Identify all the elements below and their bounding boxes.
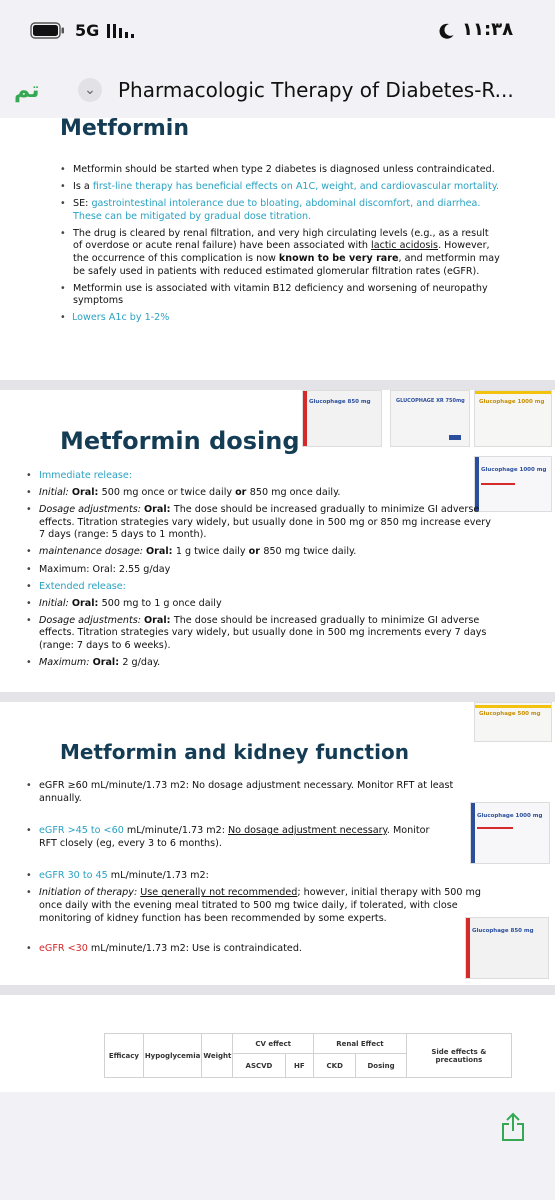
header-dosing: Dosing — [356, 1054, 406, 1078]
slide-drug-comparison-table — [0, 995, 555, 1092]
list-item: • eGFR >45 to <60 mL/minute/1.73 m2: No dosage adjustment necessary. Monitor RFT closely (eg, every 3 to 6 months). — [26, 825, 439, 850]
product-image: Glucophage 1000 mg — [470, 802, 550, 864]
list-item: • Dosage adjustments: Oral: The dose should be increased gradually to minimize GI adverse effects. Titration strategies vary widely, but usually done in 500 mg or 850 mg increase every 7 days (range: 5 days to 1 month). — [26, 504, 496, 542]
slide-kidney-function — [0, 702, 555, 985]
status-bar — [0, 0, 555, 62]
list-item: • Lowers A1c by 1-2% — [60, 312, 500, 325]
battery-icon — [30, 22, 66, 39]
page-separator — [0, 692, 555, 702]
header-renal-effect: Renal Effect — [314, 1034, 407, 1054]
product-image: Glucophage 1000 mg — [474, 456, 552, 512]
product-image: Glucophage 500 mg — [474, 702, 552, 742]
done-button[interactable]: تم — [14, 78, 40, 103]
list-item: • eGFR <30 mL/minute/1.73 m2: Use is contraindicated. — [26, 943, 496, 956]
slide-title: Metformin — [60, 118, 189, 141]
bullet-list — [60, 164, 500, 330]
page-separator — [0, 380, 555, 390]
document-toolbar — [0, 62, 555, 118]
list-item: • SE: gastrointestinal intolerance due to bloating, abdominal discomfort, and diarrhea. These can be mitigated by gradual dose titration. — [60, 198, 500, 223]
list-item: • The drug is cleared by renal filtration, and very high circulating levels (e.g., as a result of overdose or acute renal failure) have been associated with lactic acidosis. However, the occurrence of this complication is now known to be very rare, and metformin may be safely used in patients with reduced estimated glomerular filtration rates (eGFR). — [60, 228, 500, 278]
header-ascvd: ASCVD — [233, 1054, 285, 1078]
share-icon[interactable] — [500, 1112, 526, 1142]
header-efficacy: Efficacy — [105, 1034, 144, 1078]
slide-metformin-dosing — [0, 390, 555, 692]
header-hf: HF — [285, 1054, 314, 1078]
document-title: Pharmacologic Therapy of Diabetes-R... — [118, 78, 514, 102]
chevron-down-icon[interactable]: ⌄ — [78, 78, 102, 102]
moon-icon — [437, 22, 455, 40]
list-item: • Initial: Oral: 500 mg once or twice daily or 850 mg once daily. — [26, 487, 496, 500]
list-item: • Extended release: — [26, 581, 496, 594]
slide-metformin — [0, 118, 555, 380]
signal-icon — [106, 22, 136, 40]
network-label: 5G — [75, 21, 100, 40]
comparison-table — [104, 1033, 512, 1078]
product-image: Glucophage 1000 mg — [474, 390, 552, 447]
list-item: • Metformin should be started when type 2 diabetes is diagnosed unless contraindicated. — [60, 164, 500, 177]
header-ckd: CKD — [314, 1054, 356, 1078]
header-cv-effect: CV effect — [233, 1034, 314, 1054]
header-side-effects: Side effects & precautions — [406, 1034, 511, 1078]
list-item: • Initial: Oral: 500 mg to 1 g once daily — [26, 598, 496, 611]
header-weight: Weight — [202, 1034, 233, 1078]
bullet-list — [26, 780, 496, 960]
list-item: • eGFR 30 to 45 mL/minute/1.73 m2: — [26, 870, 496, 883]
product-image: Glucophage 850 mg — [465, 917, 549, 979]
slide-title: Metformin and kidney function — [60, 740, 409, 764]
list-item: • Immediate release: — [26, 470, 496, 483]
list-item: • Maximum: Oral: 2.55 g/day — [26, 564, 496, 577]
list-item: • Initiation of therapy: Use generally not recommended; however, initial therapy with 500 mg once daily with the evening meal titrated to 500 mg twice daily, if tolerated, with close monitoring of kidney function has been recommended by some experts. — [26, 887, 496, 925]
header-hypoglycemia: Hypoglycemia — [143, 1034, 202, 1078]
list-item: • Metformin use is associated with vitamin B12 deficiency and worsening of neuropathy symptoms — [60, 283, 500, 308]
list-item: • Maximum: Oral: 2 g/day. — [26, 657, 496, 670]
slide-title: Metformin dosing — [60, 427, 300, 455]
list-item: • Dosage adjustments: Oral: The dose should be increased gradually to minimize GI adverse effects. Titration strategies vary widely, but usually done in 500 mg increments every 7 days (range: 7 days to 6 weeks). — [26, 615, 496, 653]
bottom-toolbar — [0, 1092, 555, 1200]
list-item: • maintenance dosage: Oral: 1 g twice daily or 850 mg twice daily. — [26, 546, 496, 559]
bullet-list — [26, 470, 496, 674]
list-item: • eGFR ≥60 mL/minute/1.73 m2: No dosage adjustment necessary. Monitor RFT at least annually. — [26, 780, 496, 805]
product-image: Glucophage 850 mg — [302, 390, 382, 447]
page-separator — [0, 985, 555, 995]
list-item: • Is a first-line therapy has beneficial effects on A1C, weight, and cardiovascular mortality. — [60, 181, 500, 194]
product-image: GLUCOPHAGE XR 750mg — [390, 390, 470, 447]
clock: ١١:٣٨ — [462, 19, 514, 40]
